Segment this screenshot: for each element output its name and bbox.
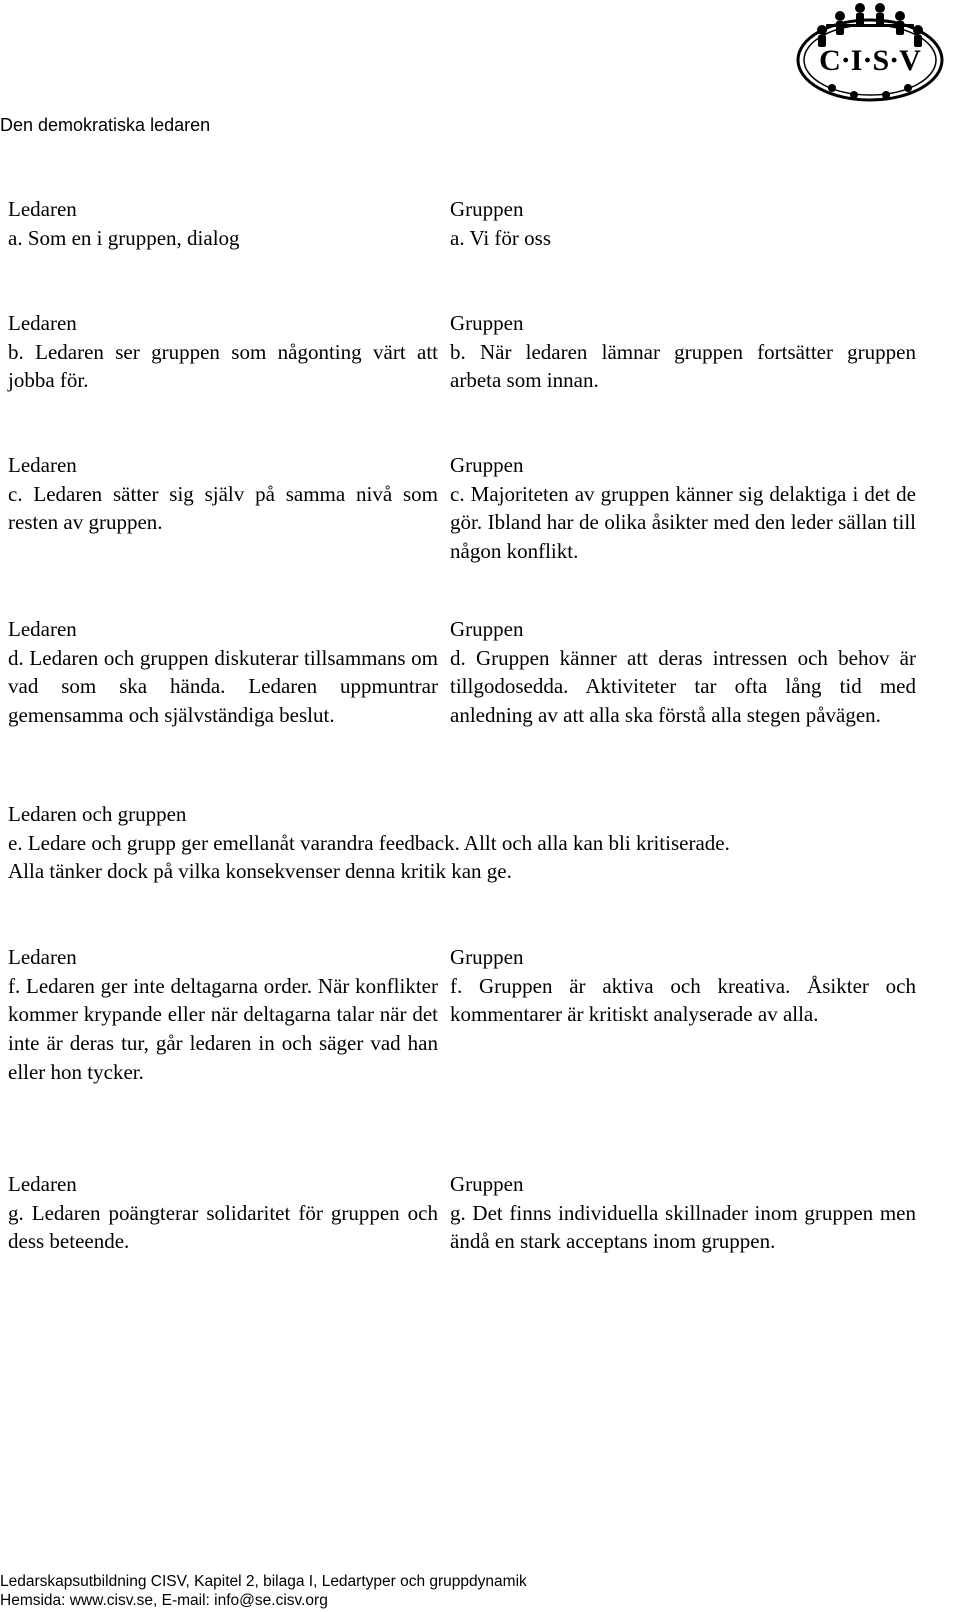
section-text: g. Ledaren poängterar solidaritet för gruppen och dess beteende. <box>8 1200 438 1254</box>
section-text: g. Det finns individuella skillnader inom gruppen men ändå en stark acceptans inom gruppen. <box>450 1200 916 1254</box>
section-text: f. Gruppen är aktiva och kreativa. Åsikter och kommentarer är kritiskt analyserade av alla. <box>450 973 916 1027</box>
section-b-right <box>450 309 916 395</box>
footer-line-1: Ledarskapsutbildning CISV, Kapitel 2, bilaga I, Ledartyper och gruppdynamik <box>0 1573 527 1590</box>
section-text: f. Ledaren ger inte deltagarna order. När konflikter kommer krypande eller när deltagarna talar när det inte är deras tur, går ledaren in och säger vad han eller hon tycker. <box>8 973 438 1084</box>
section-f-left <box>8 943 438 1087</box>
section-e <box>8 800 918 886</box>
section-text: a. Vi för oss <box>450 225 552 250</box>
page-footer <box>0 1572 527 1610</box>
section-text-line1: e. Ledare och grupp ger emellanåt varandra feedback. Allt och alla kan bli kritiserade. <box>8 830 730 855</box>
section-g-right <box>450 1170 916 1256</box>
section-text: c. Majoriteten av gruppen känner sig delaktiga i det de gör. Ibland har de olika åsikter med den leder sällan till någon konflikt. <box>450 481 916 564</box>
section-text: b. När ledaren lämnar gruppen fortsätter gruppen arbeta som innan. <box>450 339 916 393</box>
cisv-logo <box>782 0 957 105</box>
section-label: Gruppen <box>450 1172 524 1196</box>
section-label: Gruppen <box>450 311 524 335</box>
section-text: d. Ledaren och gruppen diskuterar tillsammans om vad som ska hända. Ledaren uppmuntrar gemensamma och självständiga beslut. <box>8 645 438 728</box>
section-label: Ledaren <box>8 1172 77 1196</box>
section-a-left <box>8 195 438 252</box>
section-label: Gruppen <box>450 453 524 477</box>
section-c-left <box>8 451 438 537</box>
section-label: Ledaren <box>8 197 77 221</box>
section-b-left <box>8 309 438 395</box>
section-a-right <box>450 195 916 252</box>
section-text: a. Som en i gruppen, dialog <box>8 225 240 250</box>
section-label: Ledaren och gruppen <box>8 802 187 826</box>
logo-text: C·I·S·V <box>819 44 921 77</box>
section-c-right <box>450 451 916 566</box>
section-label: Ledaren <box>8 945 77 969</box>
section-label: Ledaren <box>8 311 77 335</box>
section-label: Gruppen <box>450 945 524 969</box>
section-text: d. Gruppen känner att deras intressen och behov är tillgodosedda. Aktiviteter tar ofta lång tid med anledning av att alla ska förstå alla stegen påvägen. <box>450 645 916 728</box>
section-g-left <box>8 1170 438 1256</box>
section-label: Gruppen <box>450 617 524 641</box>
page-title: Den demokratiska ledaren <box>0 115 211 135</box>
footer-line-2: Hemsida: www.cisv.se, E-mail: info@se.cisv.org <box>0 1592 328 1609</box>
section-text: c. Ledaren sätter sig själv på samma nivå som resten av gruppen. <box>8 481 438 535</box>
section-d-right <box>450 615 916 730</box>
section-text: b. Ledaren ser gruppen som någonting värt att jobba för. <box>8 339 438 393</box>
section-f-right <box>450 943 916 1029</box>
section-label: Gruppen <box>450 197 524 221</box>
section-text-line2: Alla tänker dock på vilka konsekvenser denna kritik kan ge. <box>8 859 512 884</box>
section-label: Ledaren <box>8 453 77 477</box>
section-d-left <box>8 615 438 730</box>
section-label: Ledaren <box>8 617 77 641</box>
